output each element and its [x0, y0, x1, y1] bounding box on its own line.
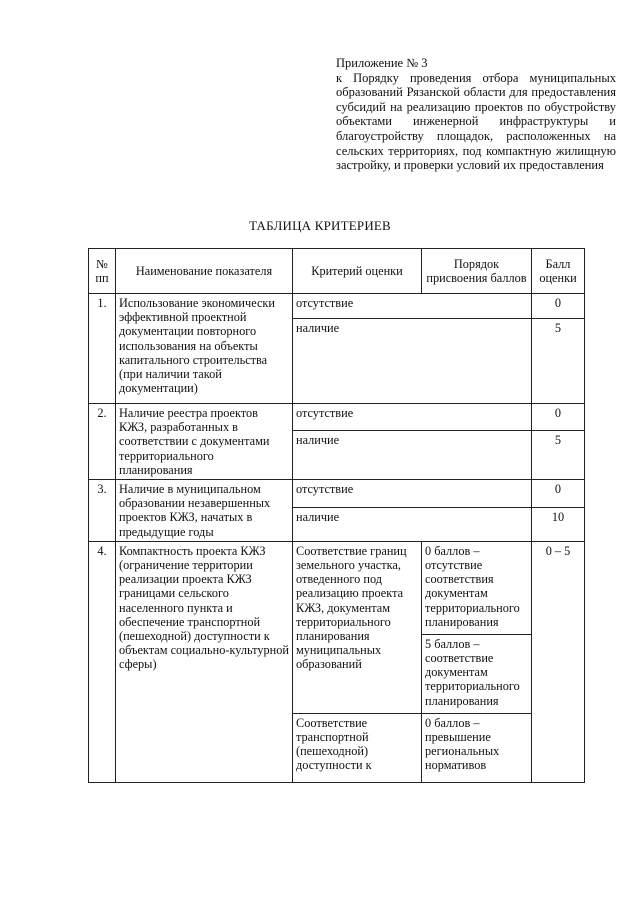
header-score: Балл оценки: [532, 249, 585, 294]
row-score-range: 0 – 5: [532, 541, 585, 782]
row-option-score: 5: [532, 431, 585, 480]
header-criterion: Критерий оценки: [293, 249, 422, 294]
row-number: 2.: [89, 404, 116, 480]
table-header-row: [89, 249, 585, 294]
row-indicator-name: Наличие реестра проектов КЖЗ, разработанных в соответствии с документами территориального планирования: [116, 404, 293, 480]
row-option-label: наличие: [293, 319, 532, 404]
header-order: Порядок присвоения баллов: [422, 249, 532, 294]
appendix-block: [336, 56, 616, 173]
table-row: [89, 404, 585, 431]
row-order: 5 баллов – соответствие документам территориального планирования: [422, 634, 532, 713]
header-name: Наименование показателя: [116, 249, 293, 294]
row-option-score: 0: [532, 404, 585, 431]
table-row: [89, 294, 585, 319]
row-option-score: 5: [532, 319, 585, 404]
row-order: 0 баллов – превышение региональных нормативов: [422, 713, 532, 782]
row-indicator-name: Компактность проекта КЖЗ (ограничение территории реализации проекта КЖЗ границами сельского населенного пункта и обеспечение транспортной (пешеходной) доступности к объектам социально-культурной сферы): [116, 541, 293, 782]
header-num: № пп: [89, 249, 116, 294]
criteria-table: [88, 248, 585, 783]
row-option-label: наличие: [293, 431, 532, 480]
appendix-body: к Порядку проведения отбора муниципальных образований Рязанской области для предоставления субсидий на реализацию проектов по обустройству объектами инженерной инфраструктуры и благоустройству площадок, расположенных на сельских территориях, под компактную жилищную застройку, и проверки условий их предоставления: [336, 70, 616, 173]
row-criterion: Соответствие границ земельного участка, отведенного под реализацию проекта КЖЗ, документам территориального планирования муниципальных образований: [293, 541, 422, 713]
row-number: 4.: [89, 541, 116, 782]
row-option-label: отсутствие: [293, 404, 532, 431]
row-indicator-name: Использование экономически эффективной проектной документации повторного использования на объекты капитального строительства (при наличии такой документации): [116, 294, 293, 404]
table-row: [89, 541, 585, 634]
row-option-label: наличие: [293, 507, 532, 541]
row-indicator-name: Наличие в муниципальном образовании незавершенных проектов КЖЗ, начатых в предыдущие годы: [116, 480, 293, 542]
appendix-header: Приложение № 3: [336, 56, 428, 70]
row-option-score: 10: [532, 507, 585, 541]
table-row: [89, 480, 585, 508]
row-number: 3.: [89, 480, 116, 542]
row-number: 1.: [89, 294, 116, 404]
document-title: ТАБЛИЦА КРИТЕРИЕВ: [249, 218, 391, 233]
row-criterion: Соответствие транспортной (пешеходной) доступности к: [293, 713, 422, 782]
row-order: 0 баллов – отсутствие соответствия документам территориального планирования: [422, 541, 532, 634]
row-option-score: 0: [532, 294, 585, 319]
row-option-label: отсутствие: [293, 294, 532, 319]
row-option-label: отсутствие: [293, 480, 532, 508]
row-option-score: 0: [532, 480, 585, 508]
